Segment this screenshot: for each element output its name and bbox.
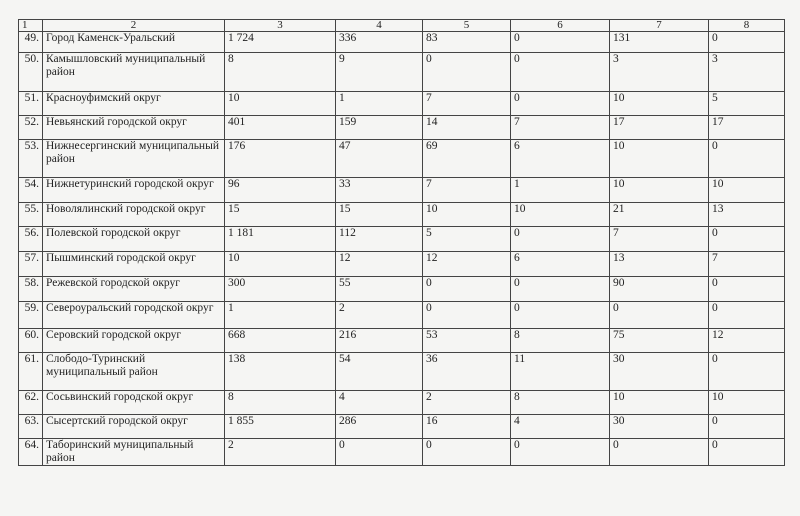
table-row xyxy=(19,53,785,92)
value-col-3: 10 xyxy=(225,92,336,116)
value-col-5: 0 xyxy=(423,439,511,466)
value-col-7: 13 xyxy=(610,252,709,277)
value-col-4: 159 xyxy=(336,116,423,140)
value-col-4: 1 xyxy=(336,92,423,116)
row-number: 58. xyxy=(19,277,43,302)
value-col-5: 5 xyxy=(423,227,511,252)
value-col-3: 15 xyxy=(225,203,336,227)
value-col-5: 0 xyxy=(423,302,511,329)
value-col-5: 0 xyxy=(423,277,511,302)
value-col-5: 69 xyxy=(423,140,511,178)
value-col-7: 0 xyxy=(610,439,709,466)
value-col-6: 0 xyxy=(511,92,610,116)
table-row xyxy=(19,178,785,203)
value-col-3: 8 xyxy=(225,391,336,415)
value-col-6: 8 xyxy=(511,329,610,353)
value-col-8: 0 xyxy=(709,353,785,391)
municipality-name: Сысертский городской округ xyxy=(43,415,225,439)
municipality-name: Город Каменск-Уральский xyxy=(43,32,225,53)
table-row xyxy=(19,329,785,353)
value-col-5: 2 xyxy=(423,391,511,415)
row-number: 57. xyxy=(19,252,43,277)
value-col-6: 6 xyxy=(511,140,610,178)
value-col-3: 138 xyxy=(225,353,336,391)
value-col-5: 14 xyxy=(423,116,511,140)
municipality-name: Новолялинский городской округ xyxy=(43,203,225,227)
value-col-3: 10 xyxy=(225,252,336,277)
value-col-6: 0 xyxy=(511,439,610,466)
value-col-5: 7 xyxy=(423,92,511,116)
row-number: 60. xyxy=(19,329,43,353)
row-number: 52. xyxy=(19,116,43,140)
value-col-8: 0 xyxy=(709,32,785,53)
value-col-6: 1 xyxy=(511,178,610,203)
value-col-8: 10 xyxy=(709,178,785,203)
value-col-8: 17 xyxy=(709,116,785,140)
municipality-name: Невьянский городской округ xyxy=(43,116,225,140)
row-number: 62. xyxy=(19,391,43,415)
value-col-8: 0 xyxy=(709,439,785,466)
value-col-5: 12 xyxy=(423,252,511,277)
value-col-5: 0 xyxy=(423,53,511,92)
value-col-6: 0 xyxy=(511,32,610,53)
value-col-3: 176 xyxy=(225,140,336,178)
table-body xyxy=(19,32,785,466)
header-col-2: 2 xyxy=(43,20,225,32)
row-number: 49. xyxy=(19,32,43,53)
municipality-name: Полевской городской округ xyxy=(43,227,225,252)
table-row xyxy=(19,227,785,252)
value-col-8: 0 xyxy=(709,415,785,439)
value-col-7: 30 xyxy=(610,353,709,391)
row-number: 50. xyxy=(19,53,43,92)
value-col-8: 5 xyxy=(709,92,785,116)
value-col-8: 0 xyxy=(709,302,785,329)
value-col-6: 7 xyxy=(511,116,610,140)
table-row xyxy=(19,252,785,277)
row-number: 51. xyxy=(19,92,43,116)
value-col-5: 83 xyxy=(423,32,511,53)
value-col-7: 0 xyxy=(610,302,709,329)
value-col-7: 7 xyxy=(610,227,709,252)
value-col-3: 2 xyxy=(225,439,336,466)
value-col-3: 1 724 xyxy=(225,32,336,53)
value-col-3: 300 xyxy=(225,277,336,302)
value-col-4: 2 xyxy=(336,302,423,329)
value-col-6: 0 xyxy=(511,53,610,92)
table-row xyxy=(19,415,785,439)
value-col-7: 10 xyxy=(610,140,709,178)
value-col-6: 6 xyxy=(511,252,610,277)
municipality-name: Таборинский муниципальный район xyxy=(43,439,225,466)
value-col-7: 90 xyxy=(610,277,709,302)
value-col-4: 55 xyxy=(336,277,423,302)
header-row xyxy=(19,20,785,32)
table-header xyxy=(19,20,785,32)
value-col-8: 0 xyxy=(709,140,785,178)
header-col-8: 8 xyxy=(709,20,785,32)
value-col-4: 47 xyxy=(336,140,423,178)
value-col-5: 7 xyxy=(423,178,511,203)
value-col-8: 3 xyxy=(709,53,785,92)
row-number: 55. xyxy=(19,203,43,227)
value-col-7: 21 xyxy=(610,203,709,227)
value-col-7: 17 xyxy=(610,116,709,140)
table-row xyxy=(19,92,785,116)
value-col-5: 53 xyxy=(423,329,511,353)
value-col-8: 0 xyxy=(709,227,785,252)
municipality-name: Пышминский городской округ xyxy=(43,252,225,277)
value-col-6: 0 xyxy=(511,227,610,252)
value-col-4: 216 xyxy=(336,329,423,353)
value-col-4: 112 xyxy=(336,227,423,252)
row-number: 64. xyxy=(19,439,43,466)
value-col-6: 11 xyxy=(511,353,610,391)
header-col-5: 5 xyxy=(423,20,511,32)
value-col-4: 0 xyxy=(336,439,423,466)
value-col-5: 36 xyxy=(423,353,511,391)
value-col-7: 10 xyxy=(610,92,709,116)
value-col-4: 33 xyxy=(336,178,423,203)
municipality-name: Слободо-Туринский муниципальный район xyxy=(43,353,225,391)
value-col-3: 8 xyxy=(225,53,336,92)
value-col-5: 16 xyxy=(423,415,511,439)
municipality-name: Сосьвинский городской округ xyxy=(43,391,225,415)
row-number: 59. xyxy=(19,302,43,329)
table-row xyxy=(19,140,785,178)
value-col-4: 15 xyxy=(336,203,423,227)
value-col-6: 10 xyxy=(511,203,610,227)
municipality-name: Североуральский городской округ xyxy=(43,302,225,329)
value-col-4: 4 xyxy=(336,391,423,415)
row-number: 53. xyxy=(19,140,43,178)
header-col-4: 4 xyxy=(336,20,423,32)
value-col-3: 96 xyxy=(225,178,336,203)
value-col-4: 336 xyxy=(336,32,423,53)
table-row xyxy=(19,439,785,466)
value-col-4: 9 xyxy=(336,53,423,92)
municipality-name: Режевской городской округ xyxy=(43,277,225,302)
value-col-6: 8 xyxy=(511,391,610,415)
table-row xyxy=(19,32,785,53)
table-row xyxy=(19,353,785,391)
value-col-3: 401 xyxy=(225,116,336,140)
value-col-6: 0 xyxy=(511,277,610,302)
value-col-7: 3 xyxy=(610,53,709,92)
value-col-4: 286 xyxy=(336,415,423,439)
municipality-name: Красноуфимский округ xyxy=(43,92,225,116)
value-col-3: 1 xyxy=(225,302,336,329)
table-row xyxy=(19,277,785,302)
value-col-6: 4 xyxy=(511,415,610,439)
value-col-5: 10 xyxy=(423,203,511,227)
municipality-name: Нижнетуринский городской округ xyxy=(43,178,225,203)
value-col-3: 668 xyxy=(225,329,336,353)
value-col-7: 30 xyxy=(610,415,709,439)
value-col-8: 10 xyxy=(709,391,785,415)
value-col-4: 12 xyxy=(336,252,423,277)
value-col-3: 1 181 xyxy=(225,227,336,252)
table-row xyxy=(19,302,785,329)
value-col-7: 131 xyxy=(610,32,709,53)
header-col-7: 7 xyxy=(610,20,709,32)
municipality-name: Нижнесергинский муниципальный район xyxy=(43,140,225,178)
statistics-table xyxy=(18,19,785,466)
table-row xyxy=(19,391,785,415)
header-col-3: 3 xyxy=(225,20,336,32)
value-col-6: 0 xyxy=(511,302,610,329)
row-number: 63. xyxy=(19,415,43,439)
row-number: 54. xyxy=(19,178,43,203)
header-col-6: 6 xyxy=(511,20,610,32)
value-col-7: 10 xyxy=(610,178,709,203)
row-number: 56. xyxy=(19,227,43,252)
table-row xyxy=(19,116,785,140)
value-col-7: 75 xyxy=(610,329,709,353)
value-col-7: 10 xyxy=(610,391,709,415)
value-col-8: 13 xyxy=(709,203,785,227)
municipality-name: Серовский городской округ xyxy=(43,329,225,353)
value-col-8: 7 xyxy=(709,252,785,277)
header-col-1: 1 xyxy=(19,20,43,32)
table-row xyxy=(19,203,785,227)
value-col-3: 1 855 xyxy=(225,415,336,439)
row-number: 61. xyxy=(19,353,43,391)
value-col-4: 54 xyxy=(336,353,423,391)
value-col-8: 12 xyxy=(709,329,785,353)
municipality-name: Камышловский муниципальный район xyxy=(43,53,225,92)
value-col-8: 0 xyxy=(709,277,785,302)
